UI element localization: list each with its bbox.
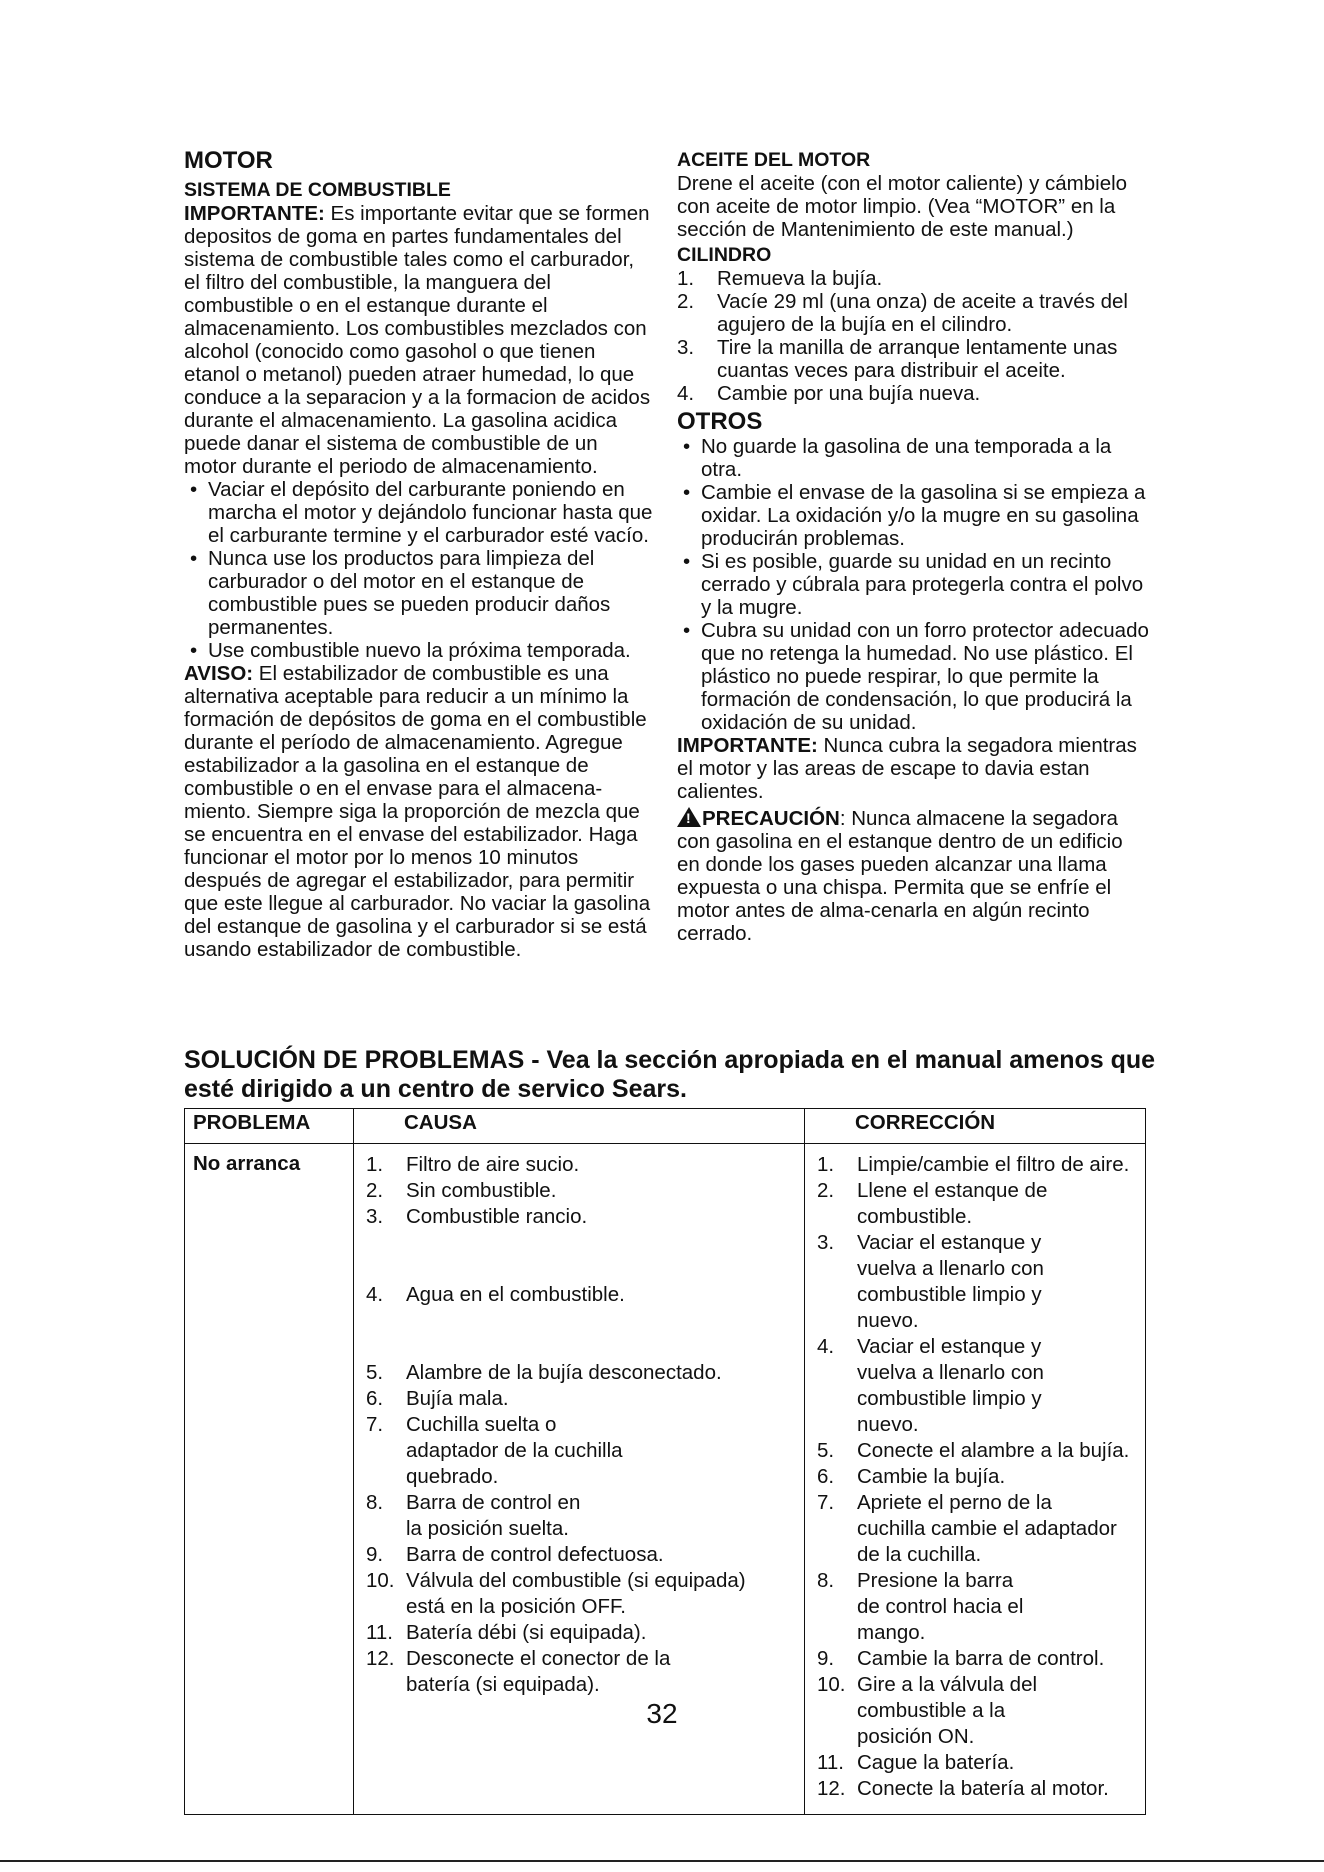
bullet-item: • Use combustible nuevo la próxima temporada. xyxy=(184,639,654,662)
list-item: 3. Combustible rancio. xyxy=(366,1205,588,1228)
others-bullets xyxy=(677,435,1149,734)
bottom-divider xyxy=(0,1860,1324,1862)
bullet-item: • Nunca use los productos para limpieza del carburador o del motor en el estanque de combustible pues se pueden producir daños permanentes. xyxy=(184,547,654,639)
important-text: Nunca cubra la segadora mientras el motor y las areas de escape to davia estan calientes. xyxy=(677,734,1137,803)
engine-oil-text: Drene el aceite (con el motor caliente) y cámbielo con aceite de motor limpio. (Vea “MOTOR” en la sección de Mantenimiento de este manual.) xyxy=(677,172,1128,241)
list-item: 2. Llene el estanque de combustible. xyxy=(817,1179,1048,1228)
troubleshooting-title: SOLUCIÓN DE PROBLEMAS - Vea la sección apropiada en el manual amenos que esté dirigido a un centro de servico Sears. xyxy=(184,1046,1156,1103)
cylinder-heading: CILINDRO xyxy=(677,244,772,266)
fuel-important-paragraph xyxy=(184,202,654,478)
list-item: 12. Desconecte el conector de la batería (si equipada). xyxy=(366,1647,671,1696)
list-item: 12. Conecte la batería al motor. xyxy=(817,1777,1109,1800)
caution-paragraph xyxy=(677,807,1149,945)
cover-important-paragraph xyxy=(677,734,1149,803)
column-header-problem: PROBLEMA xyxy=(185,1109,354,1144)
list-item: 3. Tire la manilla de arranque lentamente unas cuantas veces para distribuir el aceite. xyxy=(677,336,1118,382)
list-item: 8. Presione la barra de control hacia el mango. xyxy=(817,1569,1024,1644)
list-item: 2. Sin combustible. xyxy=(366,1179,557,1202)
list-item: 7. Cuchilla suelta o adaptador de la cuchilla quebrado. xyxy=(366,1413,623,1488)
bullet-item: • No guarde la gasolina de una temporada a la otra. xyxy=(677,435,1149,481)
list-item: 10. Válvula del combustible (si equipada) está en la posición OFF. xyxy=(366,1569,746,1618)
important-label: IMPORTANTE: xyxy=(184,202,325,225)
list-item: 1. Limpie/cambie el filtro de aire. xyxy=(817,1153,1130,1176)
caution-label: PRECAUCIÓN xyxy=(702,807,840,830)
engine-oil-heading: ACEITE DEL MOTOR xyxy=(677,149,871,171)
caution-text: : Nunca almacene la segadora con gasolina en el estanque dentro de un edificio en donde los gases pueden alcanzar una llama expuesta o una chispa. Permita que se enfríe el motor antes de alma-cenarla en algún recinto cerrado. xyxy=(677,807,1123,945)
list-item: 2. Vacíe 29 ml (una onza) de aceite a través del agujero de la bujía en el cilindro. xyxy=(677,290,1128,336)
bullet-item: • Si es posible, guarde su unidad en un recinto cerrado y cúbrala para protegerla contra el polvo y la mugre. xyxy=(677,550,1149,619)
fuel-system-heading: SISTEMA DE COMBUSTIBLE xyxy=(184,179,451,201)
table-header-row xyxy=(185,1109,1146,1144)
cause-list xyxy=(358,1152,800,1698)
bullet-item: • Cubra su unidad con un forro protector adecuado que no retenga la humedad. No use plástico. El plástico no puede respirar, lo que permite la formación de condensación, lo que producirá la oxidación de su unidad. xyxy=(677,619,1149,734)
list-item: 10. Gire a la válvula del combustible a la posición ON. xyxy=(817,1673,1038,1748)
list-item: 9. Barra de control defectuosa. xyxy=(366,1543,664,1566)
list-item: 9. Cambie la barra de control. xyxy=(817,1647,1105,1670)
list-item: 1. Filtro de aire sucio. xyxy=(366,1153,580,1176)
list-item: 4. Agua en el combustible. xyxy=(366,1283,625,1306)
notice-text: El estabilizador de combustible es una alternativa aceptable para reducir a un mínimo la formación de depósitos de goma en el combustible durante el período de almacenamiento. Agregue estabilizador a la gasolina en el estanque de combustible o en el envase para el almacena-miento. Siempre siga la proporción de mezcla que se encuentra en el envase del estabilizador. Haga funcionar el motor por lo menos 10 minutos después de agregar el estabilizador, para permitir que este llegue al carburador. No vaciar la gasolina del estanque de gasolina y el carburador si se está usando estabilizador de combustible. xyxy=(184,662,651,961)
cylinder-steps xyxy=(677,267,1149,405)
list-item: 8. Barra de control en la posición suelta. xyxy=(366,1491,581,1540)
list-item: 4. Vaciar el estanque y vuelva a llenarlo con combustible limpio y nuevo. xyxy=(817,1335,1044,1436)
right-column xyxy=(677,148,1149,945)
list-item: 6. Cambie la bujía. xyxy=(817,1465,1006,1488)
bullet-item: • Cambie el envase de la gasolina si se empieza a oxidar. La oxidación y/o la mugre en su gasolina producirán problemas. xyxy=(677,481,1149,550)
list-item: 4. Cambie por una bujía nueva. xyxy=(677,382,981,405)
left-column xyxy=(184,148,654,961)
notice-label: AVISO: xyxy=(184,662,254,685)
list-item: 11. Cague la batería. xyxy=(817,1751,1015,1774)
list-item: 7. Apriete el perno de la cuchilla cambie el adaptador de la cuchilla. xyxy=(817,1491,1117,1566)
list-item: 1. Remueva la bujía. xyxy=(677,267,883,290)
column-header-cause: CAUSA xyxy=(354,1109,805,1144)
list-item: 6. Bujía mala. xyxy=(366,1387,509,1410)
warning-triangle-icon xyxy=(677,807,701,827)
list-item: 5. Alambre de la bujía desconectado. xyxy=(366,1361,722,1384)
problem-text: No arranca xyxy=(193,1152,301,1175)
bullet-item: • Vaciar el depósito del carburante poniendo en marcha el motor y dejándolo funcionar hasta que el carburante termine y el carburador esté vacío. xyxy=(184,478,654,547)
fuel-bullets xyxy=(184,478,654,662)
list-item: 11. Batería débi (si equipada). xyxy=(366,1621,647,1644)
list-item: 3. Vaciar el estanque y vuelva a llenarlo con combustible limpio y nuevo. xyxy=(817,1231,1044,1332)
list-item: 5. Conecte el alambre a la bujía. xyxy=(817,1439,1130,1462)
column-header-correction: CORRECCIÓN xyxy=(805,1109,1146,1144)
important-text: Es importante evitar que se formen depositos de goma en partes fundamentales del sistema de combustible tales como el carburador, el filtro del combustible, la manguera del combustible o en el estanque durante el almacenamiento. Los combustibles mezclados con alcohol (conocido como gasohol o que tienen etanol o metanol) pueden atraer humedad, lo que conduce a la separacion y a la formacion de acidos durante el almacenamiento. La gasolina acidica puede danar el sistema de combustible de un motor durante el periodo de almacenamiento. xyxy=(184,202,651,478)
others-heading: OTROS xyxy=(677,408,763,435)
page-number: 32 xyxy=(646,1698,678,1729)
important-label: IMPORTANTE: xyxy=(677,734,818,757)
motor-heading: MOTOR xyxy=(184,147,273,174)
notice-paragraph xyxy=(184,662,654,961)
